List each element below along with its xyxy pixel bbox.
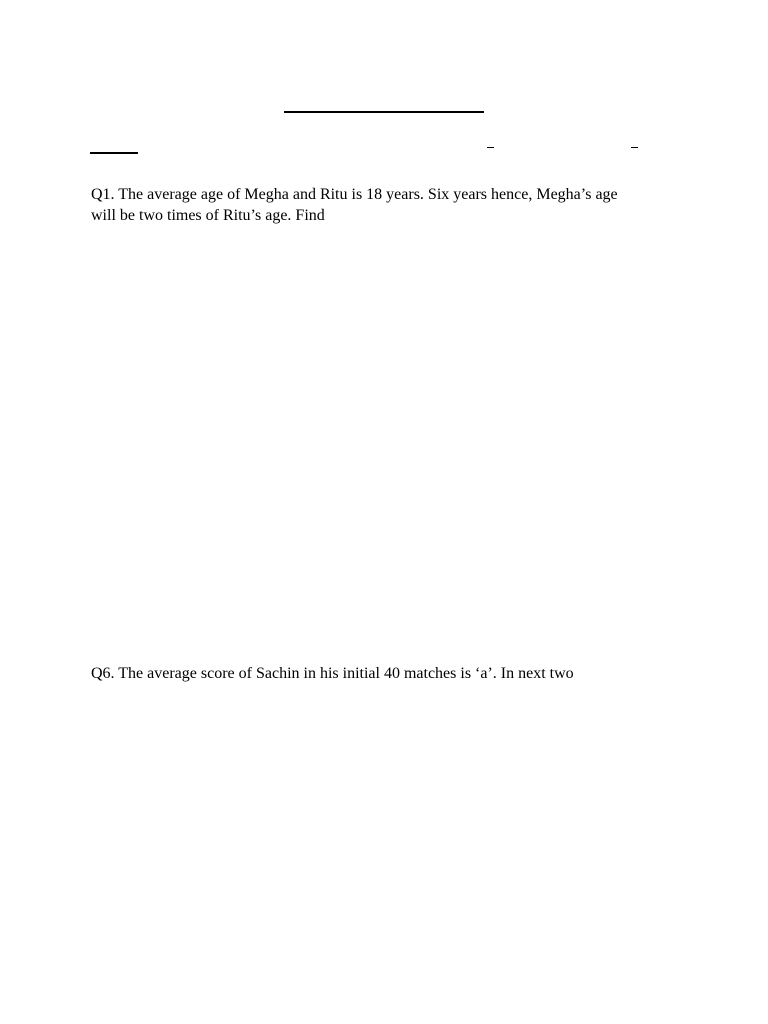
left-underline	[90, 152, 138, 154]
title-underline	[284, 111, 484, 113]
question-1-text-line-1: Q1. The average age of Megha and Ritu is 18 years. Six years hence, Megha’s age	[91, 186, 618, 203]
header-dash-mark	[487, 147, 494, 148]
question-6-text-line-1: Q6. The average score of Sachin in his initial 40 matches is ‘a’. In next two	[91, 665, 574, 682]
question-1-text-line-2: will be two times of Ritu’s age. Find	[91, 207, 325, 224]
header-dash-mark	[631, 147, 638, 148]
